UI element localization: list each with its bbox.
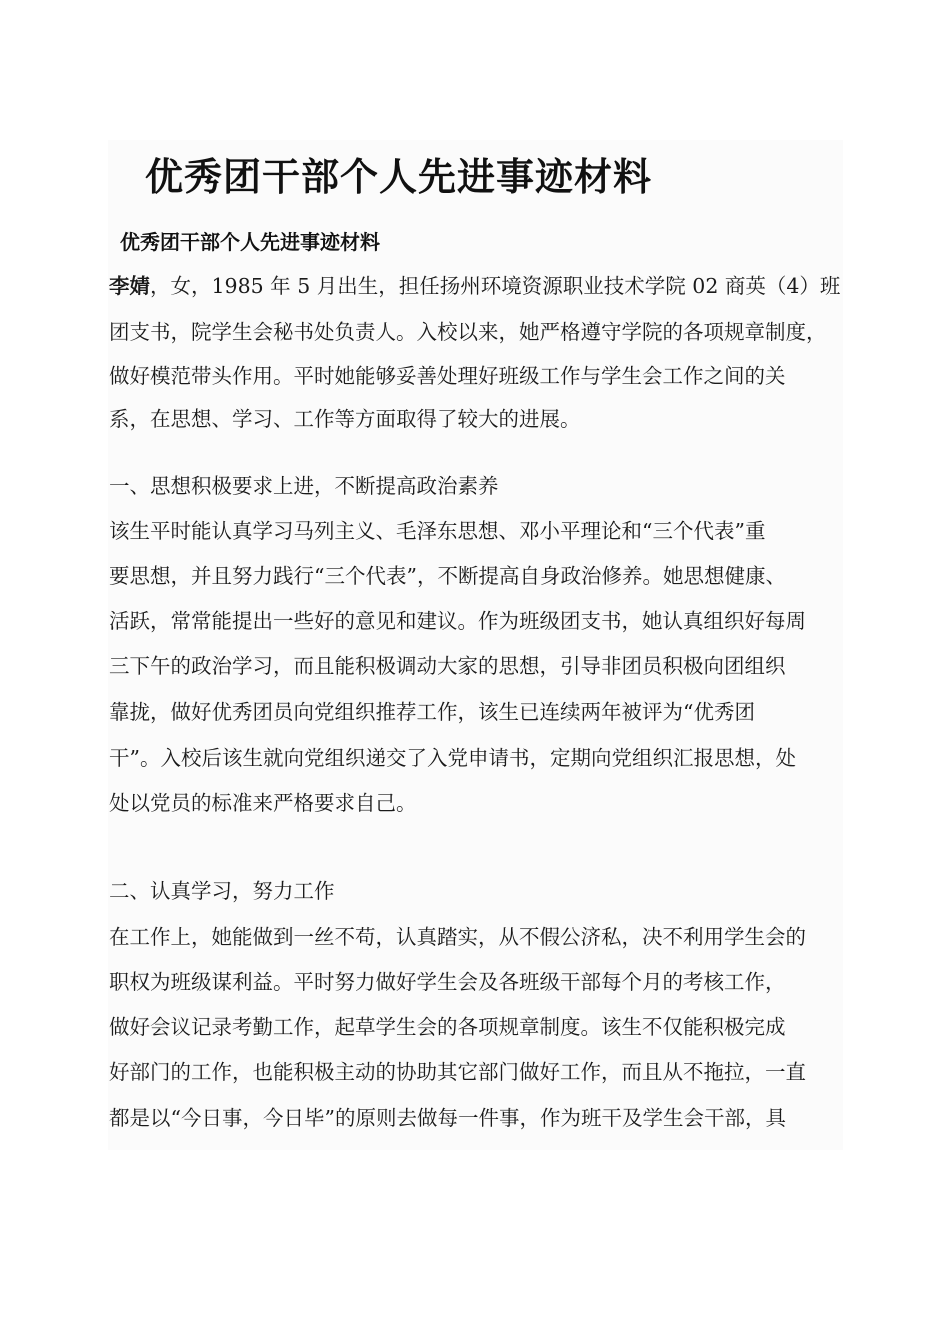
section-2-line: 做好会议记录考勤工作，起草学生会的各项规章制度。该生不仅能积极完成 (109, 1015, 786, 1039)
section-1-heading: 一、思想积极要求上进，不断提高政治素养 (109, 474, 499, 498)
section-1-line: 活跃，常常能提出一些好的意见和建议。作为班级团支书，她认真组织好每周 (109, 609, 806, 633)
section-2-line: 在工作上，她能做到一丝不苟，认真踏实，从不假公济私，决不利用学生会的 (109, 925, 806, 949)
section-2-line: 都是以“今日事，今日毕”的原则去做每一件事，作为班干及学生会干部，具 (109, 1106, 786, 1130)
person-name: 李婧 (109, 274, 150, 298)
section-1-line: 处以党员的标准来严格要求自己。 (109, 791, 417, 815)
intro-line-1 (109, 272, 840, 300)
document-title: 优秀团干部个人先进事迹材料 (145, 155, 653, 199)
section-1-line: 要思想，并且努力践行“三个代表”，不断提高自身政治修养。她思想健康、 (109, 564, 786, 588)
intro-line-4: 系，在思想、学习、工作等方面取得了较大的进展。 (109, 407, 581, 431)
section-1-line: 干”。入校后该生就向党组织递交了入党申请书，定期向党组织汇报思想，处 (109, 746, 796, 770)
section-1-line: 该生平时能认真学习马列主义、毛泽东思想、邓小平理论和“三个代表”重 (109, 519, 766, 543)
intro-line-2: 团支书，院学生会秘书处负责人。入校以来，她严格遵守学院的各项规章制度， (109, 320, 827, 344)
section-1-line: 三下午的政治学习，而且能积极调动大家的思想，引导非团员积极向团组织 (109, 654, 786, 678)
document-subtitle: 优秀团干部个人先进事迹材料 (120, 230, 380, 254)
section-2-line: 好部门的工作，也能积极主动的协助其它部门做好工作，而且从不拖拉，一直 (109, 1060, 806, 1084)
intro-line-1-text: ，女，1985 年 5 月出生，担任扬州环境资源职业技术学院 02 商英（4）班 (150, 274, 841, 298)
section-1-line: 靠拢，做好优秀团员向党组织推荐工作，该生已连续两年被评为“优秀团 (109, 700, 755, 724)
section-2-heading: 二、认真学习，努力工作 (109, 879, 335, 903)
section-2-line: 职权为班级谋利益。平时努力做好学生会及各班级干部每个月的考核工作， (109, 970, 786, 994)
intro-line-3: 做好模范带头作用。平时她能够妥善处理好班级工作与学生会工作之间的关 (109, 364, 786, 388)
